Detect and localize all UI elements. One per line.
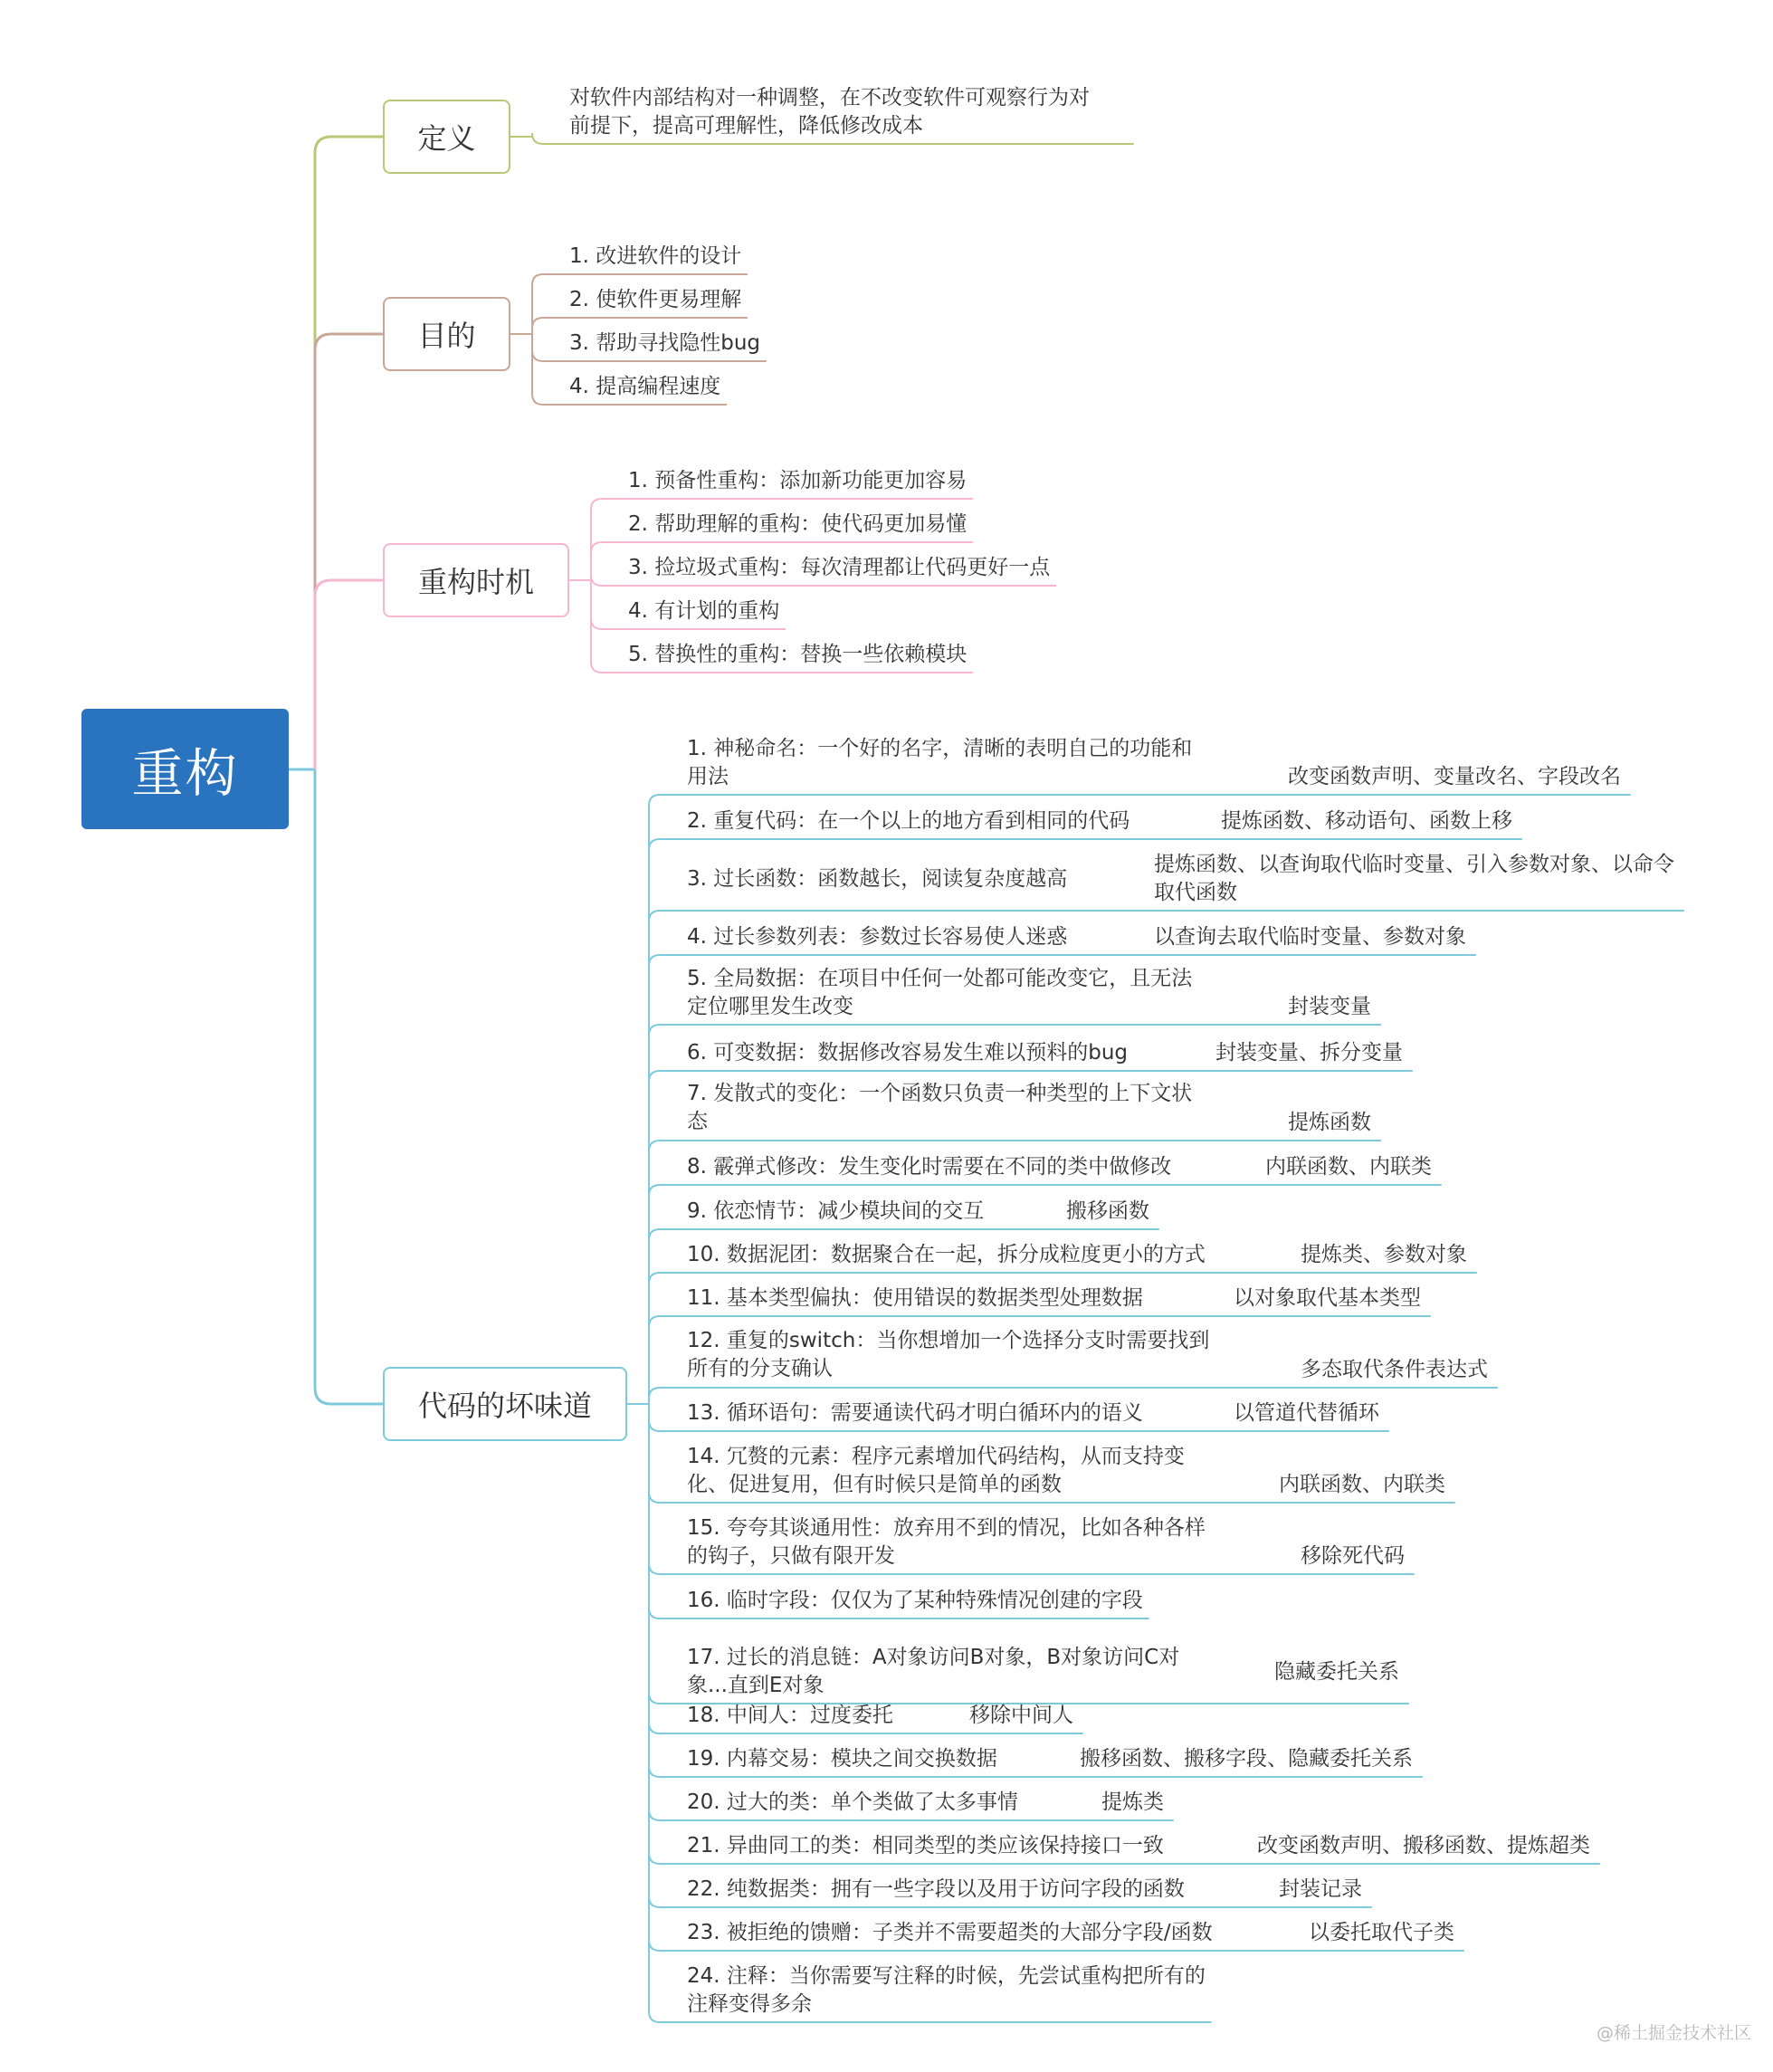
subtopic-text-line: 态 <box>687 1110 708 1133</box>
subtopic-smells[interactable] <box>687 1198 984 1226</box>
subtopic-text-line: 1. 改进软件的设计 <box>569 244 742 268</box>
subtopic-smells[interactable] <box>687 1241 1206 1269</box>
refactoring-technique-note[interactable] <box>1288 1109 1371 1137</box>
subtopic-timing[interactable] <box>628 467 967 495</box>
subtopic-smells[interactable] <box>687 1153 1171 1181</box>
subtopic-smells[interactable] <box>687 1443 1185 1499</box>
note-text-line: 提炼函数、移动语句、函数上移 <box>1221 809 1512 833</box>
subtopic-text-line: 15. 夸夸其谈通用性：放弃用不到的情况，比如各种各样 <box>687 1516 1206 1540</box>
subtopic-text-line: 2. 帮助理解的重构：使代码更加易懂 <box>628 512 968 536</box>
subtopic-text-line: 象...直到E对象 <box>687 1674 825 1697</box>
subtopic-text-line: 3. 捡垃圾式重构：每次清理都让代码更好一点 <box>628 556 1051 579</box>
note-text-line: 隐藏委托关系 <box>1274 1660 1399 1684</box>
refactoring-technique-note[interactable] <box>1288 763 1621 791</box>
root-topic[interactable]: 重构 <box>81 709 289 829</box>
subtopic-connector <box>649 1388 660 1404</box>
note-text-line: 提炼函数 <box>1288 1111 1371 1134</box>
refactoring-technique-note[interactable] <box>1215 1039 1403 1067</box>
note-text-line: 取代函数 <box>1154 881 1237 904</box>
subtopic-text-line: 4. 提高编程速度 <box>569 375 721 398</box>
refactoring-technique-note[interactable] <box>1279 1471 1445 1499</box>
subtopic-timing[interactable] <box>628 511 967 539</box>
subtopic-text-line: 11. 基本类型偏执：使用错误的数据类型处理数据 <box>687 1286 1143 1310</box>
refactoring-technique-note[interactable] <box>1274 1658 1399 1686</box>
subtopic-connector <box>591 575 602 586</box>
subtopic-connector <box>649 1404 660 1907</box>
subtopic-text-line: 20. 过大的类：单个类做了太多事情 <box>687 1790 1018 1814</box>
note-text-line: 搬移函数 <box>1066 1199 1149 1223</box>
topic-definition[interactable]: 定义 <box>383 100 510 174</box>
refactoring-technique-note[interactable] <box>1279 1876 1362 1904</box>
subtopic-text-line: 4. 有计划的重构 <box>628 599 780 623</box>
refactoring-technique-note[interactable] <box>1101 1789 1164 1817</box>
subtopic-smells[interactable] <box>687 1745 997 1773</box>
note-text-line: 封装变量 <box>1288 995 1371 1018</box>
subtopic-text-line: 用法 <box>687 765 729 788</box>
subtopic-smells[interactable] <box>687 1327 1209 1383</box>
branch-timing <box>315 580 383 769</box>
subtopic-smells[interactable] <box>687 1832 1164 1860</box>
subtopic-text-line: 5. 替换性的重构：替换一些依赖模块 <box>628 643 968 666</box>
refactoring-technique-note[interactable] <box>1309 1919 1454 1947</box>
subtopic-connector <box>532 133 543 144</box>
subtopic-text-line: 19. 内幕交易：模块之间交换数据 <box>687 1747 997 1771</box>
refactoring-technique-note[interactable] <box>1301 1241 1467 1269</box>
note-text-line: 搬移函数、搬移字段、隐藏委托关系 <box>1080 1747 1413 1771</box>
note-text-line: 以查询去取代临时变量、参数对象 <box>1154 925 1466 949</box>
subtopic-connector <box>649 1404 660 1704</box>
subtopic-connector <box>649 1185 660 1404</box>
subtopic-smells[interactable] <box>687 735 1192 791</box>
branch-smells <box>315 769 383 1404</box>
subtopic-text-line: 8. 霰弹式修改：发生变化时需要在不同的类中做修改 <box>687 1155 1172 1179</box>
subtopic-text-line: 1. 神秘命名：一个好的名字，清晰的表明自己的功能和 <box>687 737 1193 760</box>
subtopic-connector <box>649 1404 660 1618</box>
subtopic-connector <box>649 1404 660 1820</box>
subtopic-text-line: 7. 发散式的变化：一个函数只负责一种类型的上下文状 <box>687 1082 1193 1105</box>
subtopic-smells[interactable] <box>687 1587 1143 1615</box>
subtopic-text-line: 化、促进复用，但有时候只是简单的函数 <box>687 1473 1062 1496</box>
subtopic-smells[interactable] <box>687 865 1067 893</box>
note-text-line: 改变函数声明、搬移函数、提炼超类 <box>1257 1834 1590 1857</box>
refactoring-technique-note[interactable] <box>1080 1745 1413 1773</box>
subtopic-text-line: 5. 全局数据：在项目中任何一处都可能改变它，且无法 <box>687 967 1193 990</box>
refactoring-technique-note[interactable] <box>1301 1542 1405 1571</box>
note-text-line: 内联函数、内联类 <box>1279 1473 1445 1496</box>
subtopic-connector <box>532 334 543 405</box>
subtopic-text-line: 23. 被拒绝的馈赠：子类并不需要超类的大部分字段/函数 <box>687 1921 1213 1944</box>
subtopic-timing[interactable] <box>628 554 1050 582</box>
refactoring-technique-note[interactable] <box>1154 923 1466 951</box>
subtopic-smells[interactable] <box>687 1702 893 1730</box>
subtopic-text-line: 3. 过长函数：函数越长，阅读复杂度越高 <box>687 867 1068 891</box>
note-text-line: 移除死代码 <box>1301 1544 1405 1568</box>
note-text-line: 以委托取代子类 <box>1309 1921 1454 1944</box>
subtopic-connector <box>591 580 602 629</box>
subtopic-connector <box>649 1404 660 1503</box>
subtopic-text-line: 18. 中间人：过度委托 <box>687 1704 893 1727</box>
branch-purpose <box>315 334 383 769</box>
refactoring-technique-note[interactable] <box>1265 1153 1432 1181</box>
subtopic-connector <box>532 334 543 361</box>
refactoring-technique-note[interactable] <box>1234 1284 1421 1313</box>
refactoring-technique-note[interactable] <box>1301 1356 1488 1384</box>
note-text-line: 封装变量、拆分变量 <box>1215 1041 1403 1065</box>
subtopic-text-line: 前提下，提高可理解性，降低修改成本 <box>569 114 923 138</box>
subtopic-text-line: 对软件内部结构对一种调整，在不改变软件可观察行为对 <box>569 86 1090 110</box>
note-text-line: 提炼函数、以查询取代临时变量、引入参数对象、以命令 <box>1154 853 1674 876</box>
subtopic-connector <box>649 1025 660 1404</box>
subtopic-text-line: 2. 使软件更易理解 <box>569 288 742 311</box>
subtopic-text-line: 17. 过长的消息链：A对象访问B对象，B对象访问C对 <box>687 1646 1180 1669</box>
subtopic-smells[interactable] <box>687 1039 1128 1067</box>
subtopic-text-line: 注释变得多余 <box>687 1992 812 2016</box>
subtopic-connector <box>649 795 660 1404</box>
subtopic-text-line: 所有的分支确认 <box>687 1357 833 1380</box>
subtopic-connector <box>532 318 543 334</box>
subtopic-text-line: 12. 重复的switch：当你想增加一个选择分支时需要找到 <box>687 1329 1210 1352</box>
subtopic-connector <box>591 542 602 580</box>
topic-timing[interactable]: 重构时机 <box>383 543 569 617</box>
note-text-line: 以对象取代基本类型 <box>1234 1286 1421 1310</box>
subtopic-smells[interactable] <box>687 1962 1206 2019</box>
subtopic-purpose[interactable] <box>569 329 760 358</box>
subtopic-text-line: 22. 纯数据类：拥有一些字段以及用于访问字段的函数 <box>687 1877 1185 1901</box>
subtopic-text-line: 16. 临时字段：仅仅为了某种特殊情况创建的字段 <box>687 1589 1143 1612</box>
subtopic-text-line: 1. 预备性重构：添加新功能更加容易 <box>628 469 968 492</box>
subtopic-purpose[interactable] <box>569 243 741 271</box>
note-text-line: 改变函数声明、变量改名、字段改名 <box>1288 765 1621 788</box>
note-text-line: 提炼类 <box>1101 1790 1164 1814</box>
subtopic-text-line: 14. 冗赘的元素：程序元素增加代码结构，从而支持变 <box>687 1445 1185 1468</box>
subtopic-smells[interactable] <box>687 965 1192 1021</box>
subtopic-text-line: 13. 循环语句：需要通读代码才明白循环内的语义 <box>687 1401 1143 1425</box>
topic-purpose[interactable]: 目的 <box>383 297 510 371</box>
note-text-line: 提炼类、参数对象 <box>1301 1243 1467 1266</box>
note-text-line: 内联函数、内联类 <box>1265 1155 1432 1179</box>
subtopic-text-line: 定位哪里发生改变 <box>687 995 853 1018</box>
subtopic-connector <box>649 1071 660 1404</box>
subtopic-smells[interactable] <box>687 923 1067 951</box>
subtopic-connector <box>649 1404 660 1431</box>
branch-definition <box>315 137 383 769</box>
subtopic-smells[interactable] <box>687 1399 1143 1427</box>
subtopic-connector <box>649 1404 660 1864</box>
refactoring-technique-note[interactable] <box>1221 807 1512 835</box>
subtopic-connector <box>649 1404 660 1951</box>
subtopic-text-line: 4. 过长参数列表：参数过长容易使人迷惑 <box>687 925 1068 949</box>
subtopic-timing[interactable] <box>628 597 779 625</box>
subtopic-connector <box>649 955 660 1404</box>
subtopic-timing[interactable] <box>628 641 967 669</box>
note-text-line: 多态取代条件表达式 <box>1301 1358 1488 1381</box>
subtopic-definition[interactable] <box>569 84 1090 140</box>
subtopic-smells[interactable] <box>687 1514 1206 1571</box>
topic-code-smells[interactable]: 代码的坏味道 <box>383 1367 627 1441</box>
subtopic-connector <box>649 1273 660 1404</box>
note-text-line: 以管道代替循环 <box>1234 1401 1379 1425</box>
refactoring-technique-note[interactable] <box>1154 851 1674 907</box>
subtopic-text-line: 21. 异曲同工的类：相同类型的类应该保持接口一致 <box>687 1834 1164 1857</box>
subtopic-purpose[interactable] <box>569 373 720 401</box>
subtopic-text-line: 2. 重复代码：在一个以上的地方看到相同的代码 <box>687 809 1130 833</box>
subtopic-text-line: 24. 注释：当你需要写注释的时候，先尝试重构把所有的 <box>687 1964 1206 1988</box>
note-text-line: 封装记录 <box>1279 1877 1362 1901</box>
subtopic-connector <box>649 911 660 1404</box>
subtopic-connector <box>591 499 602 580</box>
subtopic-smells[interactable] <box>687 1644 1179 1700</box>
subtopic-text-line: 10. 数据泥团：数据聚合在一起，拆分成粒度更小的方式 <box>687 1243 1206 1266</box>
subtopic-text-line: 9. 依恋情节：减少模块间的交互 <box>687 1199 985 1223</box>
subtopic-smells[interactable] <box>687 1080 1192 1136</box>
watermark: @稀土掘金技术社区 <box>1596 2023 1751 2043</box>
subtopic-purpose[interactable] <box>569 286 741 314</box>
subtopic-smells[interactable] <box>687 1919 1213 1947</box>
subtopic-text-line: 的钩子，只做有限开发 <box>687 1544 895 1568</box>
subtopic-text-line: 6. 可变数据：数据修改容易发生难以预料的bug <box>687 1041 1129 1065</box>
refactoring-technique-note[interactable] <box>1288 993 1371 1021</box>
subtopic-text-line: 3. 帮助寻找隐性bug <box>569 331 761 355</box>
note-text-line: 移除中间人 <box>969 1704 1073 1727</box>
refactoring-technique-note[interactable] <box>1066 1198 1149 1226</box>
subtopic-smells[interactable] <box>687 807 1130 835</box>
subtopic-connector <box>532 274 543 334</box>
subtopic-smells[interactable] <box>687 1789 1018 1817</box>
subtopic-smells[interactable] <box>687 1284 1143 1313</box>
subtopic-connector <box>649 1404 660 1777</box>
refactoring-technique-note[interactable] <box>969 1702 1073 1730</box>
refactoring-technique-note[interactable] <box>1234 1399 1379 1427</box>
subtopic-smells[interactable] <box>687 1876 1185 1904</box>
refactoring-technique-note[interactable] <box>1257 1832 1590 1860</box>
